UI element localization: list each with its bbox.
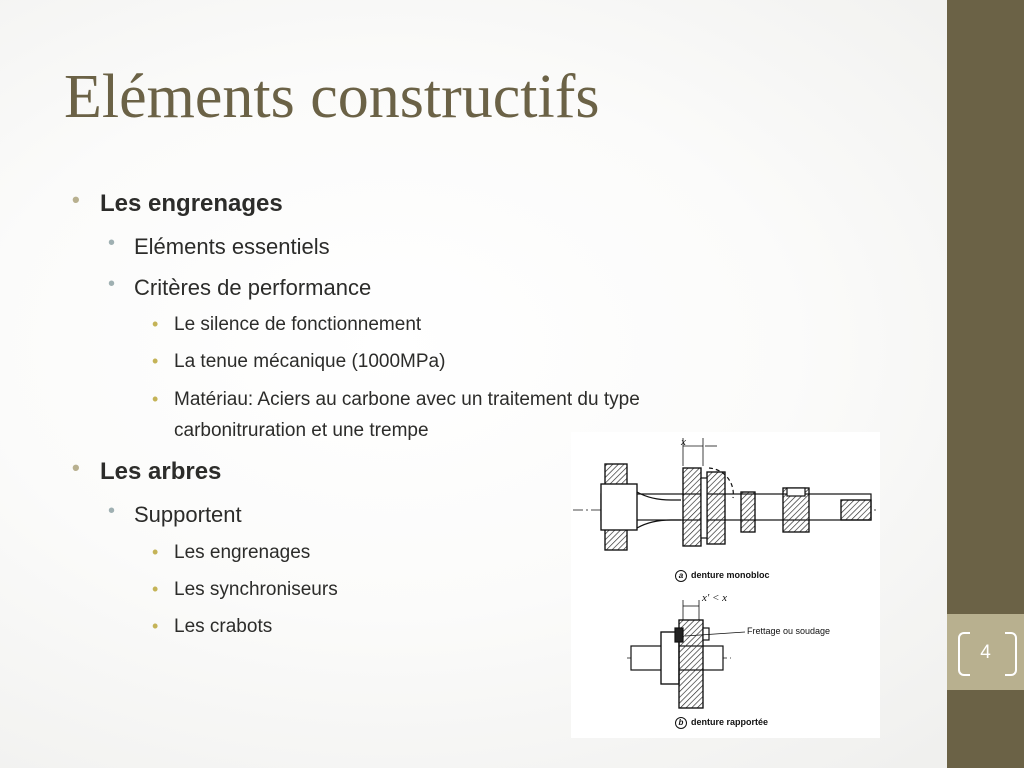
bullet-dot-icon: • — [152, 579, 159, 599]
caption-a-marker: a — [675, 570, 687, 582]
page-number-tab — [947, 614, 1024, 690]
bullet-dot-icon: • — [152, 314, 159, 334]
bullet-label: Les engrenages — [174, 542, 311, 563]
caption-b-marker: b — [675, 717, 687, 729]
bullet-supportent — [108, 500, 242, 528]
caption-a — [675, 570, 770, 582]
slide-title: Eléments constructifs — [64, 63, 600, 131]
bullet-dot-icon: • — [72, 187, 80, 212]
bullet-materiau — [152, 384, 640, 416]
bullet-label: Les synchroniseurs — [174, 579, 338, 600]
page-number: 4 — [980, 642, 991, 663]
bullet-tenue-mecanique — [152, 346, 446, 378]
gear-shaft-figure — [571, 432, 880, 738]
caption-b-text: denture rapportée — [691, 717, 769, 727]
dim-x-label: x — [681, 436, 686, 448]
bullet-dot-icon: • — [72, 455, 80, 480]
bullet-dot-icon: • — [152, 542, 159, 562]
bullet-dot-icon: • — [152, 389, 159, 409]
frettage-label: Frettage ou soudage — [747, 626, 831, 636]
bullet-les-engrenages — [152, 537, 311, 569]
bullet-dot-icon: • — [108, 232, 116, 254]
bullet-materiau-continuation — [174, 415, 429, 447]
bullet-dot-icon: • — [152, 351, 159, 371]
bullet-label: Les crabots — [174, 616, 273, 637]
caption-a-text: denture monobloc — [691, 570, 770, 580]
dim-x-prime-label: x' < x — [702, 592, 728, 604]
bullet-label: La tenue mécanique (1000MPa) — [174, 351, 446, 372]
bullet-crabots — [152, 611, 273, 643]
bullet-label: Les engrenages — [100, 190, 283, 217]
gear-shaft-drawing — [571, 432, 880, 738]
bullet-arbres — [72, 455, 222, 486]
bullet-dot-icon: • — [108, 273, 116, 295]
bullet-label: Supportent — [134, 502, 242, 527]
bullet-label: Matériau: Aciers au carbone avec un traitement du type — [174, 389, 640, 410]
bullet-label: Eléments essentiels — [134, 234, 330, 259]
bullet-dot-icon: • — [152, 616, 159, 636]
drawing-b — [627, 600, 745, 708]
bullet-silence — [152, 309, 422, 341]
caption-b — [675, 717, 768, 729]
bullet-engrenages — [72, 187, 283, 218]
bullet-label: carbonitruration et une trempe — [174, 420, 429, 441]
drawing-a — [573, 438, 876, 550]
bullet-label: Critères de performance — [134, 275, 372, 300]
bullet-label: Le silence de fonctionnement — [174, 314, 422, 335]
bullet-label: Les arbres — [100, 458, 222, 485]
bullet-synchroniseurs — [152, 574, 338, 606]
bullet-criteres-performance — [108, 273, 372, 301]
bullet-elements-essentiels — [108, 232, 330, 260]
bullet-dot-icon: • — [108, 500, 116, 522]
